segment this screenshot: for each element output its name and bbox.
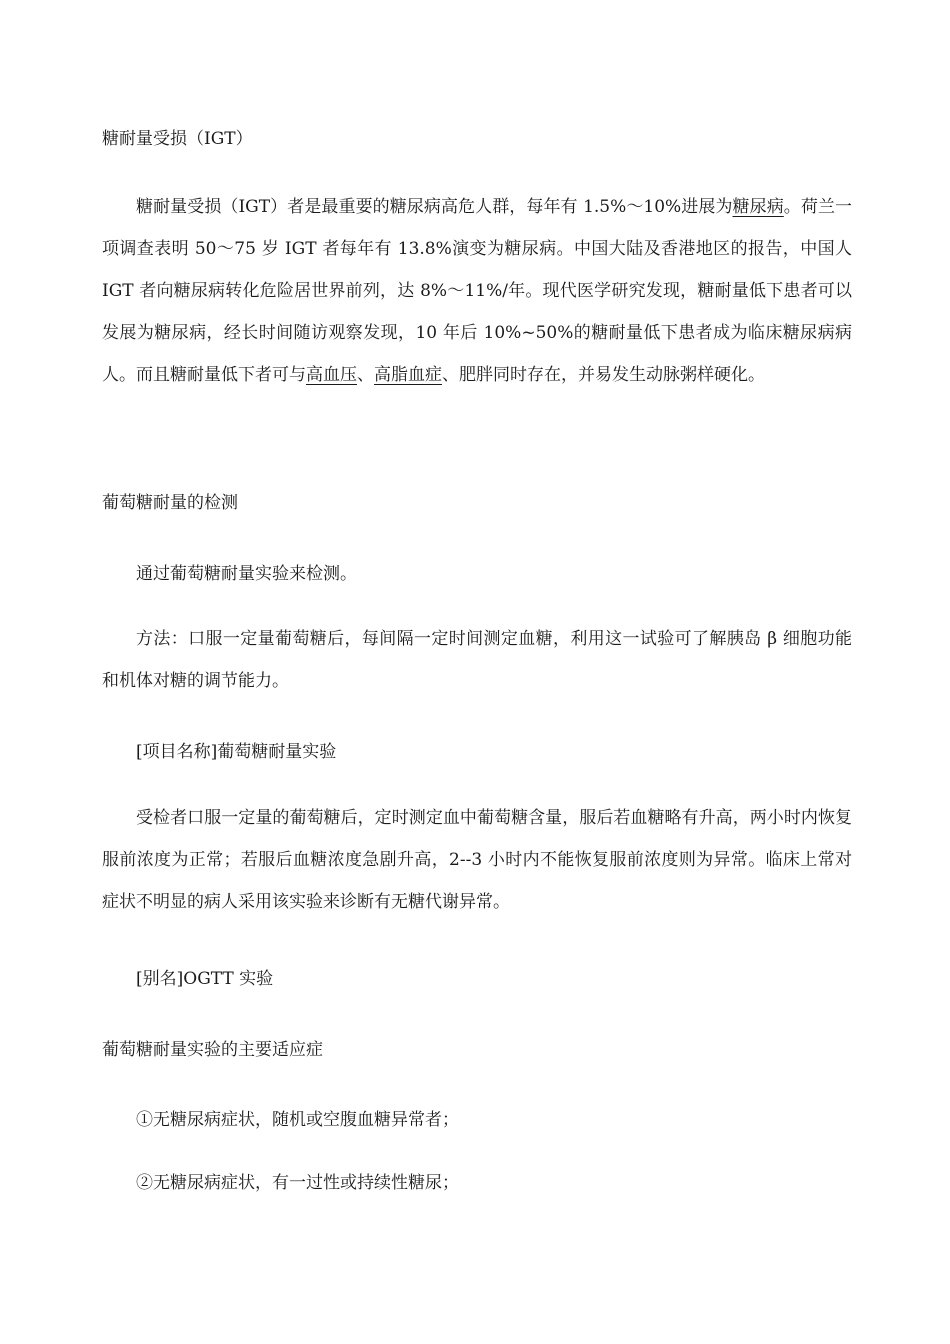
paragraph-test-description: 受检者口服一定量的葡萄糖后，定时测定血中葡萄糖含量，服后若血糖略有升高，两小时内恢复服前浓度为正常；若服后血糖浓度急剧升高，2--3 小时内不能恢复服前浓度则为异常。临床上常对症状不明显的病人采用该实验来诊断有无糖代谢异常。: [102, 808, 852, 912]
section-heading-igt: 糖耐量受损（IGT）: [102, 129, 253, 149]
section-heading-detection: 葡萄糖耐量的检测: [102, 493, 238, 513]
list-item: ①无糖尿病症状，随机或空腹血糖异常者；: [136, 1110, 459, 1130]
list-item: ②无糖尿病症状，有一过性或持续性糖尿；: [136, 1173, 459, 1193]
link-hyperlipidemia[interactable]: 高脂血症: [374, 365, 442, 385]
paragraph-text: 、肥胖同时存在，并易发生动脉粥样硬化。: [442, 365, 765, 385]
link-hypertension[interactable]: 高血压: [306, 365, 357, 385]
paragraph-detection: 通过葡萄糖耐量实验来检测。: [136, 564, 357, 584]
paragraph-alias: [别名]OGTT 实验: [136, 969, 274, 989]
paragraph-project-name: [项目名称]葡萄糖耐量实验: [136, 742, 337, 762]
paragraph-text: 糖耐量受损（IGT）者是最重要的糖尿病高危人群，每年有 1.5%～10%进展为: [136, 197, 733, 217]
paragraph-igt-description: [102, 186, 852, 396]
separator: 、: [357, 365, 374, 385]
section-heading-indications: 葡萄糖耐量实验的主要适应症: [102, 1040, 323, 1060]
paragraph-method: 方法：口服一定量葡萄糖后，每间隔一定时间测定血糖，利用这一试验可了解胰岛 β 细胞功能和机体对糖的调节能力。: [102, 629, 852, 691]
paragraph-text: 。荷兰一项调查表明 50～75 岁 IGT 者每年有 13.8%演变为糖尿病。中国大陆及香港地区的报告，中国人 IGT 者向糖尿病转化危险居世界前列，达 8%～11%/年。现代医学研究发现，糖耐量低下患者可以发展为糖尿病，经长时间随访观察发现，10 年后 10%~50%的糖耐量低下患者成为临床糖尿病病人。而且糖耐量低下者可与: [102, 197, 853, 385]
link-diabetes[interactable]: 糖尿病: [732, 197, 784, 217]
